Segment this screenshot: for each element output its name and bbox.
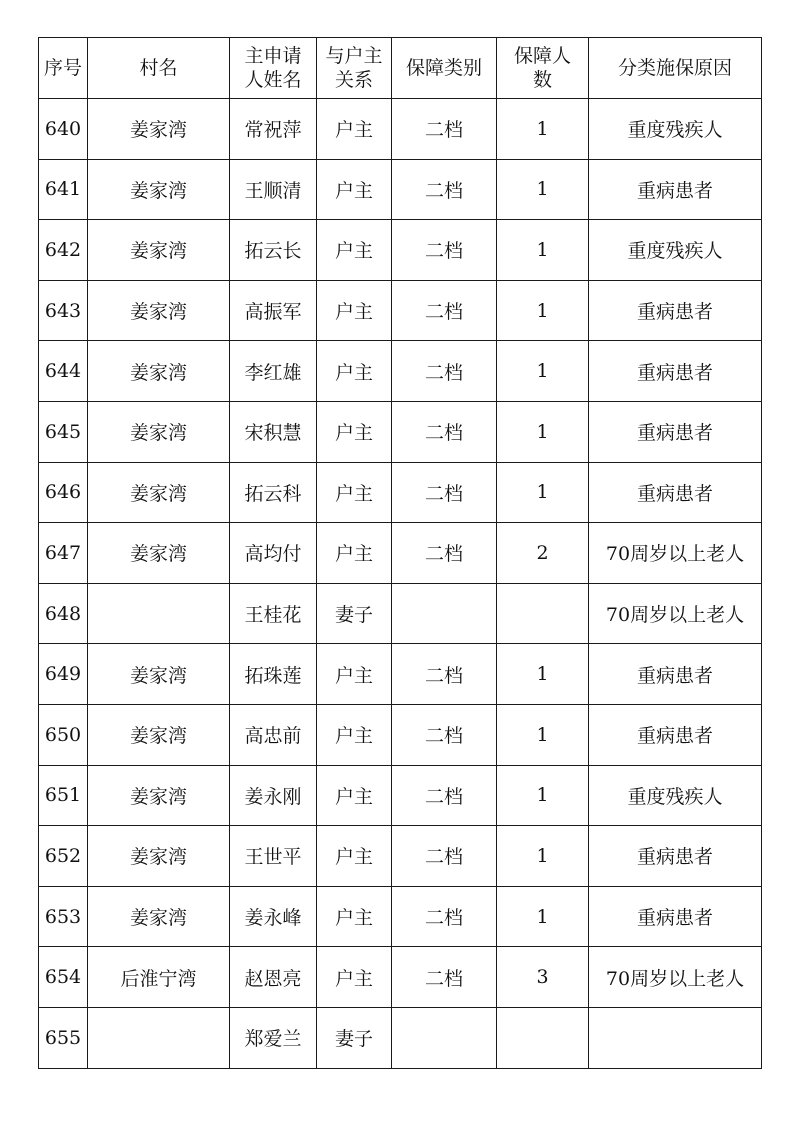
cell-seq: 652	[39, 826, 88, 887]
cell-relation: 户主	[317, 886, 392, 947]
cell-count: 1	[497, 765, 589, 826]
cell-seq: 655	[39, 1007, 88, 1068]
cell-applicant-name: 拓云长	[230, 220, 317, 281]
cell-reason: 重病患者	[589, 280, 762, 341]
cell-reason: 重病患者	[589, 704, 762, 765]
cell-village: 后淮宁湾	[88, 947, 230, 1008]
cell-relation: 户主	[317, 462, 392, 523]
cell-relation: 户主	[317, 644, 392, 705]
cell-seq: 647	[39, 523, 88, 584]
cell-village: 姜家湾	[88, 341, 230, 402]
cell-village: 姜家湾	[88, 886, 230, 947]
cell-applicant-name: 郑爱兰	[230, 1007, 317, 1068]
cell-seq: 642	[39, 220, 88, 281]
cell-relation: 妻子	[317, 583, 392, 644]
header-category: 保障类别	[392, 38, 497, 99]
cell-category: 二档	[392, 644, 497, 705]
assistance-roster-table	[38, 37, 762, 1069]
table-row	[39, 765, 762, 826]
cell-seq: 640	[39, 99, 88, 160]
header-seq: 序号	[39, 38, 88, 99]
cell-category: 二档	[392, 826, 497, 887]
cell-applicant-name: 赵恩亮	[230, 947, 317, 1008]
cell-category	[392, 583, 497, 644]
cell-applicant-name: 宋积慧	[230, 401, 317, 462]
table-row	[39, 826, 762, 887]
cell-applicant-name: 高振军	[230, 280, 317, 341]
cell-category: 二档	[392, 704, 497, 765]
cell-count: 1	[497, 644, 589, 705]
cell-relation: 户主	[317, 704, 392, 765]
cell-seq: 654	[39, 947, 88, 1008]
cell-seq: 643	[39, 280, 88, 341]
cell-village: 姜家湾	[88, 220, 230, 281]
cell-seq: 646	[39, 462, 88, 523]
cell-applicant-name: 姜永峰	[230, 886, 317, 947]
cell-village: 姜家湾	[88, 401, 230, 462]
table-row	[39, 401, 762, 462]
cell-category: 二档	[392, 159, 497, 220]
cell-applicant-name: 姜永刚	[230, 765, 317, 826]
table-row	[39, 583, 762, 644]
cell-village: 姜家湾	[88, 280, 230, 341]
cell-applicant-name: 常祝萍	[230, 99, 317, 160]
cell-reason: 70周岁以上老人	[589, 947, 762, 1008]
cell-applicant-name: 王世平	[230, 826, 317, 887]
cell-village: 姜家湾	[88, 462, 230, 523]
cell-count: 1	[497, 341, 589, 402]
cell-count: 1	[497, 704, 589, 765]
header-reason: 分类施保原因	[589, 38, 762, 99]
cell-applicant-name: 高忠前	[230, 704, 317, 765]
cell-count: 1	[497, 462, 589, 523]
cell-relation: 户主	[317, 401, 392, 462]
table-row	[39, 220, 762, 281]
cell-reason: 重病患者	[589, 644, 762, 705]
cell-reason: 70周岁以上老人	[589, 583, 762, 644]
cell-count: 1	[497, 886, 589, 947]
table-row	[39, 1007, 762, 1068]
cell-category: 二档	[392, 280, 497, 341]
cell-category	[392, 1007, 497, 1068]
cell-relation: 户主	[317, 159, 392, 220]
cell-seq: 641	[39, 159, 88, 220]
header-village: 村名	[88, 38, 230, 99]
cell-village: 姜家湾	[88, 704, 230, 765]
cell-seq: 645	[39, 401, 88, 462]
cell-count: 3	[497, 947, 589, 1008]
cell-relation: 户主	[317, 947, 392, 1008]
cell-reason: 重病患者	[589, 826, 762, 887]
cell-village: 姜家湾	[88, 523, 230, 584]
table-row	[39, 462, 762, 523]
cell-category: 二档	[392, 220, 497, 281]
cell-seq: 651	[39, 765, 88, 826]
cell-applicant-name: 拓云科	[230, 462, 317, 523]
cell-count: 1	[497, 280, 589, 341]
table-row	[39, 280, 762, 341]
cell-count: 1	[497, 826, 589, 887]
cell-count	[497, 583, 589, 644]
cell-reason: 重度残疾人	[589, 765, 762, 826]
header-count: 保障人数	[497, 38, 589, 99]
cell-category: 二档	[392, 462, 497, 523]
cell-reason: 重病患者	[589, 341, 762, 402]
cell-reason: 重病患者	[589, 462, 762, 523]
cell-count: 2	[497, 523, 589, 584]
cell-applicant-name: 李红雄	[230, 341, 317, 402]
table-row	[39, 947, 762, 1008]
cell-count: 1	[497, 99, 589, 160]
cell-category: 二档	[392, 765, 497, 826]
cell-applicant-name: 高均付	[230, 523, 317, 584]
cell-village: 姜家湾	[88, 159, 230, 220]
cell-category: 二档	[392, 341, 497, 402]
table-row	[39, 644, 762, 705]
cell-count: 1	[497, 159, 589, 220]
cell-count	[497, 1007, 589, 1068]
table-row	[39, 159, 762, 220]
cell-reason: 重度残疾人	[589, 99, 762, 160]
table-row	[39, 341, 762, 402]
table-header	[39, 38, 762, 99]
cell-relation: 户主	[317, 280, 392, 341]
table-row	[39, 99, 762, 160]
table-row	[39, 886, 762, 947]
cell-village: 姜家湾	[88, 826, 230, 887]
cell-category: 二档	[392, 401, 497, 462]
cell-applicant-name: 王桂花	[230, 583, 317, 644]
cell-village: 姜家湾	[88, 644, 230, 705]
cell-reason	[589, 1007, 762, 1068]
cell-reason: 重度残疾人	[589, 220, 762, 281]
cell-reason: 重病患者	[589, 159, 762, 220]
header-row	[39, 38, 762, 99]
cell-category: 二档	[392, 947, 497, 1008]
cell-reason: 重病患者	[589, 401, 762, 462]
header-applicant: 主申请人姓名	[230, 38, 317, 99]
cell-applicant-name: 王顺清	[230, 159, 317, 220]
cell-relation: 户主	[317, 99, 392, 160]
cell-category: 二档	[392, 886, 497, 947]
cell-reason: 70周岁以上老人	[589, 523, 762, 584]
cell-relation: 户主	[317, 523, 392, 584]
cell-seq: 644	[39, 341, 88, 402]
cell-seq: 648	[39, 583, 88, 644]
cell-category: 二档	[392, 523, 497, 584]
cell-seq: 650	[39, 704, 88, 765]
cell-count: 1	[497, 401, 589, 462]
cell-count: 1	[497, 220, 589, 281]
cell-seq: 653	[39, 886, 88, 947]
cell-seq: 649	[39, 644, 88, 705]
cell-village	[88, 583, 230, 644]
header-relation: 与户主关系	[317, 38, 392, 99]
cell-village: 姜家湾	[88, 765, 230, 826]
cell-relation: 户主	[317, 826, 392, 887]
cell-village	[88, 1007, 230, 1068]
cell-relation: 妻子	[317, 1007, 392, 1068]
cell-relation: 户主	[317, 341, 392, 402]
cell-reason: 重病患者	[589, 886, 762, 947]
cell-applicant-name: 拓珠莲	[230, 644, 317, 705]
cell-relation: 户主	[317, 220, 392, 281]
table-row	[39, 704, 762, 765]
table-body	[39, 99, 762, 1069]
cell-category: 二档	[392, 99, 497, 160]
table-row	[39, 523, 762, 584]
cell-relation: 户主	[317, 765, 392, 826]
cell-village: 姜家湾	[88, 99, 230, 160]
